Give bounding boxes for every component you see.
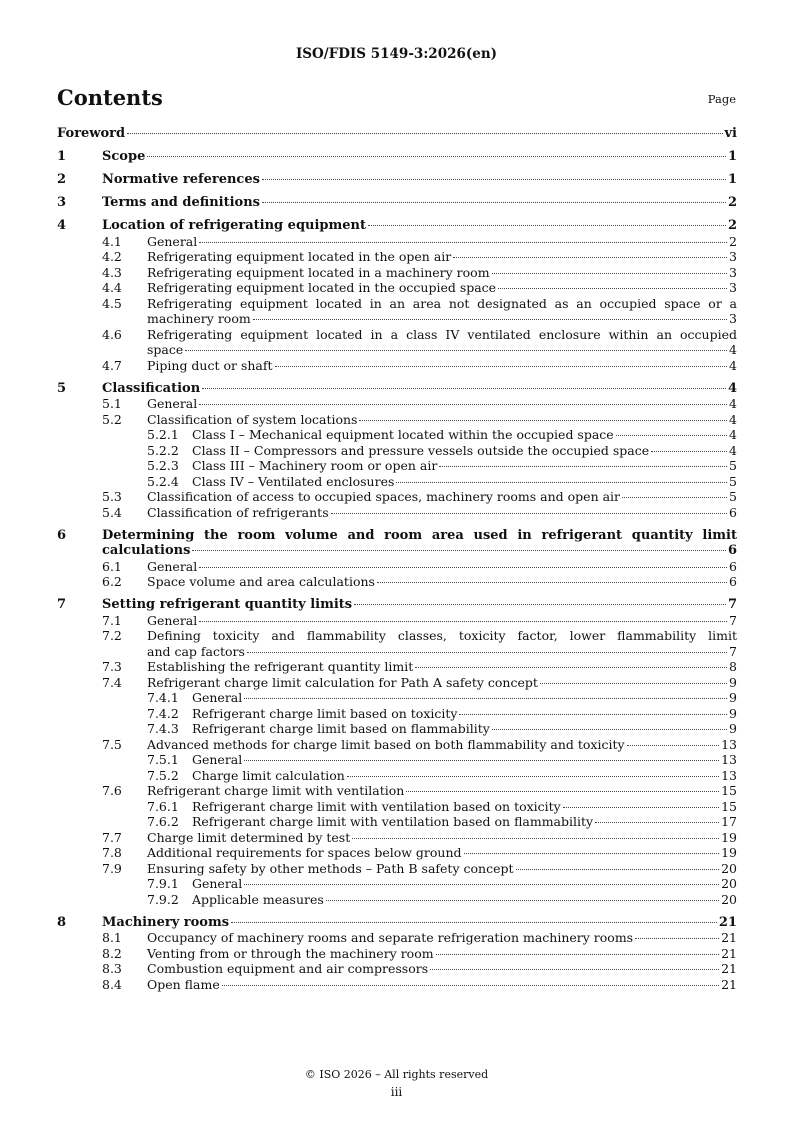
toc-entry[interactable] [57, 218, 737, 234]
toc-entry-page: 15 [721, 798, 737, 814]
dot-leader [199, 621, 727, 622]
toc-entry-number: 6 [57, 527, 67, 543]
toc-entry-title: Charge limit calculation [192, 767, 345, 783]
dot-leader [231, 922, 717, 923]
toc-entry-page: 6 [727, 543, 737, 558]
copyright-notice: © ISO 2026 – All rights reserved [304, 1068, 489, 1081]
toc-entry-title: Classification of access to occupied spaces, machinery rooms and open air [147, 489, 621, 504]
toc-entry-page: 20 [721, 891, 737, 907]
dot-leader [185, 350, 727, 351]
toc-entry-number: 4.5 [102, 295, 122, 311]
toc-entry[interactable] [57, 845, 737, 861]
dot-leader [651, 451, 727, 452]
dot-leader [244, 698, 727, 699]
toc-entry-title: Defining toxicity and flammability classes, toxicity factor, lower flammability limit [147, 628, 737, 643]
toc-entry-page: 7 [729, 643, 737, 659]
toc-entry-page: 3 [729, 311, 737, 326]
toc-entry[interactable] [57, 489, 737, 505]
dot-leader [516, 869, 720, 870]
toc-entry-title: Applicable measures [192, 891, 324, 907]
toc-entry-number: 4 [57, 218, 67, 233]
toc-entry[interactable] [57, 327, 737, 358]
dot-leader [430, 969, 719, 970]
toc-entry-number: 7.4.1 [147, 690, 179, 705]
toc-entry-page: 5 [729, 489, 737, 504]
toc-entry[interactable] [57, 861, 737, 877]
dot-leader [199, 567, 727, 568]
dot-leader [244, 884, 719, 885]
toc-entry-page: 9 [729, 721, 737, 736]
toc-entry-page: 4 [727, 380, 737, 396]
toc-entry-page: 7 [727, 597, 737, 612]
toc-entry-number: 6.1 [102, 558, 122, 574]
toc-entry-page: 8 [729, 659, 737, 674]
toc-entry-number: 5 [57, 380, 67, 396]
dot-leader [492, 729, 727, 730]
toc-entry-title: Refrigerating equipment located in the open air [147, 249, 452, 264]
toc-entry[interactable] [57, 830, 737, 846]
page-column-label: Page [707, 92, 736, 106]
toc-entry-number: 6.2 [102, 574, 122, 589]
toc-entry-title: General [192, 690, 243, 705]
toc-entry-number: 4.4 [102, 280, 122, 295]
page-number: iii [390, 1085, 403, 1099]
toc-entry-page: 3 [729, 280, 737, 295]
toc-entry-title: Advanced methods for charge limit based on both flammability and toxicity [147, 736, 625, 752]
toc-entry[interactable] [57, 443, 737, 459]
toc-entry-title: Refrigerant charge limit based on flammability [192, 721, 490, 736]
toc-entry-number: 5.4 [102, 504, 122, 520]
toc-entry-title: Refrigerant charge limit calculation for Path A safety concept [147, 674, 538, 690]
toc-entry-number: 7.9 [102, 860, 122, 876]
dot-leader [453, 257, 727, 258]
toc-entry-title: Additional requirements for spaces below ground [147, 845, 462, 860]
toc-entry-number: 7.4 [102, 674, 122, 690]
toc-entry-page: 4 [729, 342, 737, 357]
toc-entry-title-continued: and cap factors [147, 643, 245, 659]
toc-entry-number: 4.1 [102, 233, 122, 249]
toc-entry-page: 13 [721, 736, 737, 752]
toc-entry-number: 7.5.1 [147, 752, 179, 767]
toc-entry[interactable] [57, 946, 737, 962]
toc-entry[interactable] [57, 597, 737, 613]
dot-leader [202, 388, 726, 389]
toc-entry-page: 9 [729, 690, 737, 705]
toc-entry[interactable] [57, 876, 737, 892]
toc-entry-title: Class III – Machinery room or open air [192, 458, 438, 473]
dot-leader [127, 133, 722, 134]
toc-entry-title: Refrigerant charge limit with ventilation [147, 783, 405, 798]
toc-entry-number: 7.6.1 [147, 798, 179, 814]
dot-leader [464, 853, 720, 854]
toc-entry-title: Machinery rooms [102, 914, 230, 930]
toc-entry-number: 7.6 [102, 783, 122, 798]
toc-entry-page: 21 [721, 961, 737, 976]
toc-entry[interactable] [57, 783, 737, 799]
toc-entry-number: 1 [57, 149, 67, 164]
toc-entry[interactable] [57, 195, 737, 211]
toc-entry-page: 2 [727, 195, 737, 210]
dot-leader [415, 667, 727, 668]
dot-leader [331, 513, 727, 514]
toc-entry-title: Class II – Compressors and pressure vessels outside the occupied space [192, 442, 650, 458]
toc-entry-title: Charge limit determined by test [147, 829, 351, 845]
toc-entry-number: 5.1 [102, 396, 122, 411]
dot-leader [459, 714, 727, 715]
toc-entry-page: 13 [721, 752, 737, 767]
toc-entry-page: 17 [721, 814, 737, 829]
toc-entry-page: 4 [729, 411, 737, 427]
dot-leader [244, 760, 719, 761]
toc-entry-title: Refrigerant charge limit with ventilation based on toxicity [192, 798, 561, 814]
toc-entry-title: Establishing the refrigerant quantity limit [147, 659, 414, 674]
toc-entry-page: 3 [729, 249, 737, 264]
dot-leader [377, 582, 727, 583]
toc-entry-page: 4 [729, 442, 737, 458]
toc-entry[interactable] [57, 234, 737, 250]
toc-entry-number: 7.5.2 [147, 767, 179, 783]
toc-entry-page: 21 [721, 976, 737, 992]
toc-entry-title: Scope [102, 149, 146, 164]
toc-entry-number: 8.4 [102, 976, 122, 992]
dot-leader [359, 420, 727, 421]
toc-entry-title: Refrigerating equipment located in a machinery room [147, 264, 490, 280]
toc-entry-title: General [147, 558, 198, 574]
toc-entry-page: 19 [721, 829, 737, 845]
toc-entry-number: 8.2 [102, 945, 122, 961]
toc-entry-number: 8.1 [102, 930, 122, 945]
toc-entry-title: Setting refrigerant quantity limits [102, 597, 353, 612]
toc-entry[interactable] [57, 381, 737, 397]
dot-leader [262, 202, 726, 203]
toc-entry[interactable] [57, 126, 737, 142]
toc-entry[interactable] [57, 280, 737, 296]
table-of-contents [57, 126, 737, 992]
toc-entry-number: 5.3 [102, 489, 122, 504]
dot-leader [439, 466, 727, 467]
dot-leader [498, 288, 727, 289]
toc-entry[interactable] [57, 396, 737, 412]
toc-entry-title: Classification [102, 380, 201, 396]
dot-leader [199, 404, 727, 405]
toc-entry-title: Classification of refrigerants [147, 504, 329, 520]
toc-entry-page: 2 [727, 218, 737, 233]
toc-entry[interactable] [57, 915, 737, 931]
toc-entry-title: Refrigerating equipment located in the occupied space [147, 280, 497, 295]
dot-leader [436, 954, 720, 955]
toc-entry-title: Space volume and area calculations [147, 574, 375, 589]
toc-entry-page: 19 [721, 845, 737, 860]
dot-leader [563, 807, 719, 808]
toc-entry-page: 20 [721, 860, 737, 876]
toc-entry-title: Determining the room volume and room area used in refrigerant quantity limit [102, 527, 737, 543]
dot-leader [492, 273, 728, 274]
toc-entry[interactable] [57, 427, 737, 443]
toc-entry-number: 4.3 [102, 264, 122, 280]
toc-entry[interactable] [57, 613, 737, 629]
toc-entry[interactable] [57, 930, 737, 946]
toc-entry-title: Venting from or through the machinery room [147, 945, 434, 961]
toc-entry-number: 5.2 [102, 411, 122, 427]
toc-entry-number: 8.3 [102, 961, 122, 976]
toc-entry-number: 5.2.3 [147, 458, 179, 473]
toc-entry-title: Refrigerant charge limit based on toxicity [192, 705, 458, 721]
toc-entry-title-continued: calculations [102, 543, 191, 558]
dot-leader [147, 156, 726, 157]
toc-entry-number: 4.6 [102, 326, 122, 342]
toc-entry-title: General [147, 612, 198, 628]
toc-entry-page: 6 [729, 574, 737, 589]
document-header: ISO/FDIS 5149-3:2026(en) [295, 46, 498, 62]
toc-entry-page: 6 [729, 504, 737, 520]
toc-entry-page: 4 [729, 357, 737, 373]
toc-entry-title: Foreword [57, 126, 126, 141]
toc-entry-number: 2 [57, 172, 67, 187]
toc-entry-page: 1 [727, 172, 737, 187]
toc-entry[interactable] [57, 721, 737, 737]
toc-entry[interactable] [57, 172, 737, 188]
toc-entry-page: 4 [729, 396, 737, 411]
toc-entry[interactable] [57, 659, 737, 675]
toc-entry[interactable] [57, 559, 737, 575]
toc-entry-page: 13 [721, 767, 737, 783]
toc-entry[interactable] [57, 892, 737, 908]
toc-entry-number: 7.3 [102, 659, 122, 674]
toc-entry-title: General [192, 876, 243, 891]
toc-entry-title: General [192, 752, 243, 767]
page-title: Contents [57, 85, 163, 110]
toc-entry-page: 15 [721, 783, 737, 798]
dot-leader [622, 497, 727, 498]
toc-entry-page: 21 [721, 945, 737, 961]
toc-entry-title: Refrigerating equipment located in a class IV ventilated enclosure within an occupied [147, 326, 737, 342]
toc-entry-title: Refrigerant charge limit with ventilation based on flammability [192, 814, 594, 829]
toc-entry[interactable] [57, 249, 737, 265]
dot-leader [222, 985, 719, 986]
toc-entry-number: 8 [57, 914, 67, 930]
dot-leader [406, 791, 719, 792]
toc-entry-page: 5 [729, 458, 737, 473]
toc-entry[interactable] [57, 412, 737, 428]
toc-entry-page: 20 [721, 876, 737, 891]
toc-entry-title: Location of refrigerating equipment [102, 218, 366, 233]
toc-entry[interactable] [57, 265, 737, 281]
toc-entry-number: 7.4.2 [147, 705, 179, 721]
toc-entry-page: 9 [729, 705, 737, 721]
toc-entry-title: Normative references [102, 172, 260, 187]
toc-entry-title: Occupancy of machinery rooms and separate refrigeration machinery rooms [147, 930, 634, 945]
toc-entry-title: Open flame [147, 976, 220, 992]
dot-leader [275, 366, 728, 367]
dot-leader [540, 683, 727, 684]
toc-entry-title: Class I – Mechanical equipment located within the occupied space [192, 427, 614, 442]
toc-entry-page: vi [724, 126, 737, 141]
toc-entry-title: General [147, 396, 198, 411]
toc-entry-number: 4.7 [102, 357, 122, 373]
toc-entry[interactable] [57, 690, 737, 706]
toc-entry-number: 7.8 [102, 845, 122, 860]
dot-leader [247, 652, 727, 653]
dot-leader [192, 550, 726, 551]
toc-entry-number: 5.2.2 [147, 442, 179, 458]
toc-entry-page: 2 [729, 233, 737, 249]
toc-entry[interactable] [57, 814, 737, 830]
toc-entry-number: 7.9.2 [147, 891, 179, 907]
toc-entry-page: 7 [729, 612, 737, 628]
dot-leader [326, 900, 719, 901]
toc-entry-page: 4 [729, 427, 737, 442]
toc-entry-number: 7.1 [102, 612, 122, 628]
toc-entry-number: 7.9.1 [147, 876, 179, 891]
toc-entry-page: 1 [727, 149, 737, 164]
toc-entry-title: General [147, 233, 198, 249]
page-footer [0, 1068, 793, 1099]
toc-entry-number: 4.2 [102, 249, 122, 264]
dot-leader [616, 435, 727, 436]
toc-entry[interactable] [57, 737, 737, 753]
dot-leader [253, 319, 727, 320]
toc-entry[interactable] [57, 296, 737, 327]
toc-entry[interactable] [57, 752, 737, 768]
dot-leader [627, 745, 720, 746]
toc-entry[interactable] [57, 528, 737, 559]
toc-entry-number: 7 [57, 597, 67, 612]
toc-entry[interactable] [57, 675, 737, 691]
toc-entry[interactable] [57, 358, 737, 374]
dot-leader [352, 838, 719, 839]
toc-entry[interactable] [57, 799, 737, 815]
toc-entry[interactable] [57, 574, 737, 590]
toc-entry-page: 3 [729, 264, 737, 280]
toc-entry-page: 9 [729, 674, 737, 690]
dot-leader [262, 179, 726, 180]
toc-entry-title: Class IV – Ventilated enclosures [192, 473, 395, 489]
dot-leader [635, 938, 719, 939]
toc-entry[interactable] [57, 706, 737, 722]
toc-entry-page: 21 [721, 930, 737, 945]
toc-entry-page: 21 [718, 914, 737, 930]
dot-leader [354, 604, 726, 605]
toc-entry-title: Combustion equipment and air compressors [147, 961, 429, 976]
toc-entry-number: 5.2.4 [147, 473, 179, 489]
toc-entry-title-continued: space [147, 342, 184, 357]
toc-entry[interactable] [57, 458, 737, 474]
toc-entry-title: Classification of system locations [147, 411, 358, 427]
toc-entry-number: 5.2.1 [147, 427, 179, 442]
toc-entry-title-continued: machinery room [147, 311, 251, 326]
dot-leader [347, 776, 719, 777]
toc-entry-number: 7.6.2 [147, 814, 179, 829]
dot-leader [595, 822, 719, 823]
toc-entry[interactable] [57, 961, 737, 977]
toc-entry[interactable] [57, 768, 737, 784]
toc-entry-title: Terms and definitions [102, 195, 260, 210]
toc-entry[interactable] [57, 628, 737, 659]
toc-entry-number: 7.5 [102, 736, 122, 752]
toc-entry[interactable] [57, 149, 737, 165]
toc-entry[interactable] [57, 505, 737, 521]
toc-entry-number: 7.4.3 [147, 721, 179, 736]
toc-entry-number: 7.7 [102, 829, 122, 845]
dot-leader [199, 242, 727, 243]
toc-entry-title: Piping duct or shaft [147, 357, 273, 373]
toc-entry-title: Ensuring safety by other methods – Path B safety concept [147, 860, 514, 876]
toc-entry[interactable] [57, 977, 737, 993]
dot-leader [396, 482, 727, 483]
toc-entry-page: 5 [729, 473, 737, 489]
toc-entry-number: 3 [57, 195, 67, 210]
toc-entry-number: 7.2 [102, 628, 122, 643]
toc-entry[interactable] [57, 474, 737, 490]
toc-entry-page: 6 [729, 558, 737, 574]
dot-leader [368, 225, 726, 226]
toc-entry-title: Refrigerating equipment located in an area not designated as an occupied space or a [147, 295, 737, 311]
